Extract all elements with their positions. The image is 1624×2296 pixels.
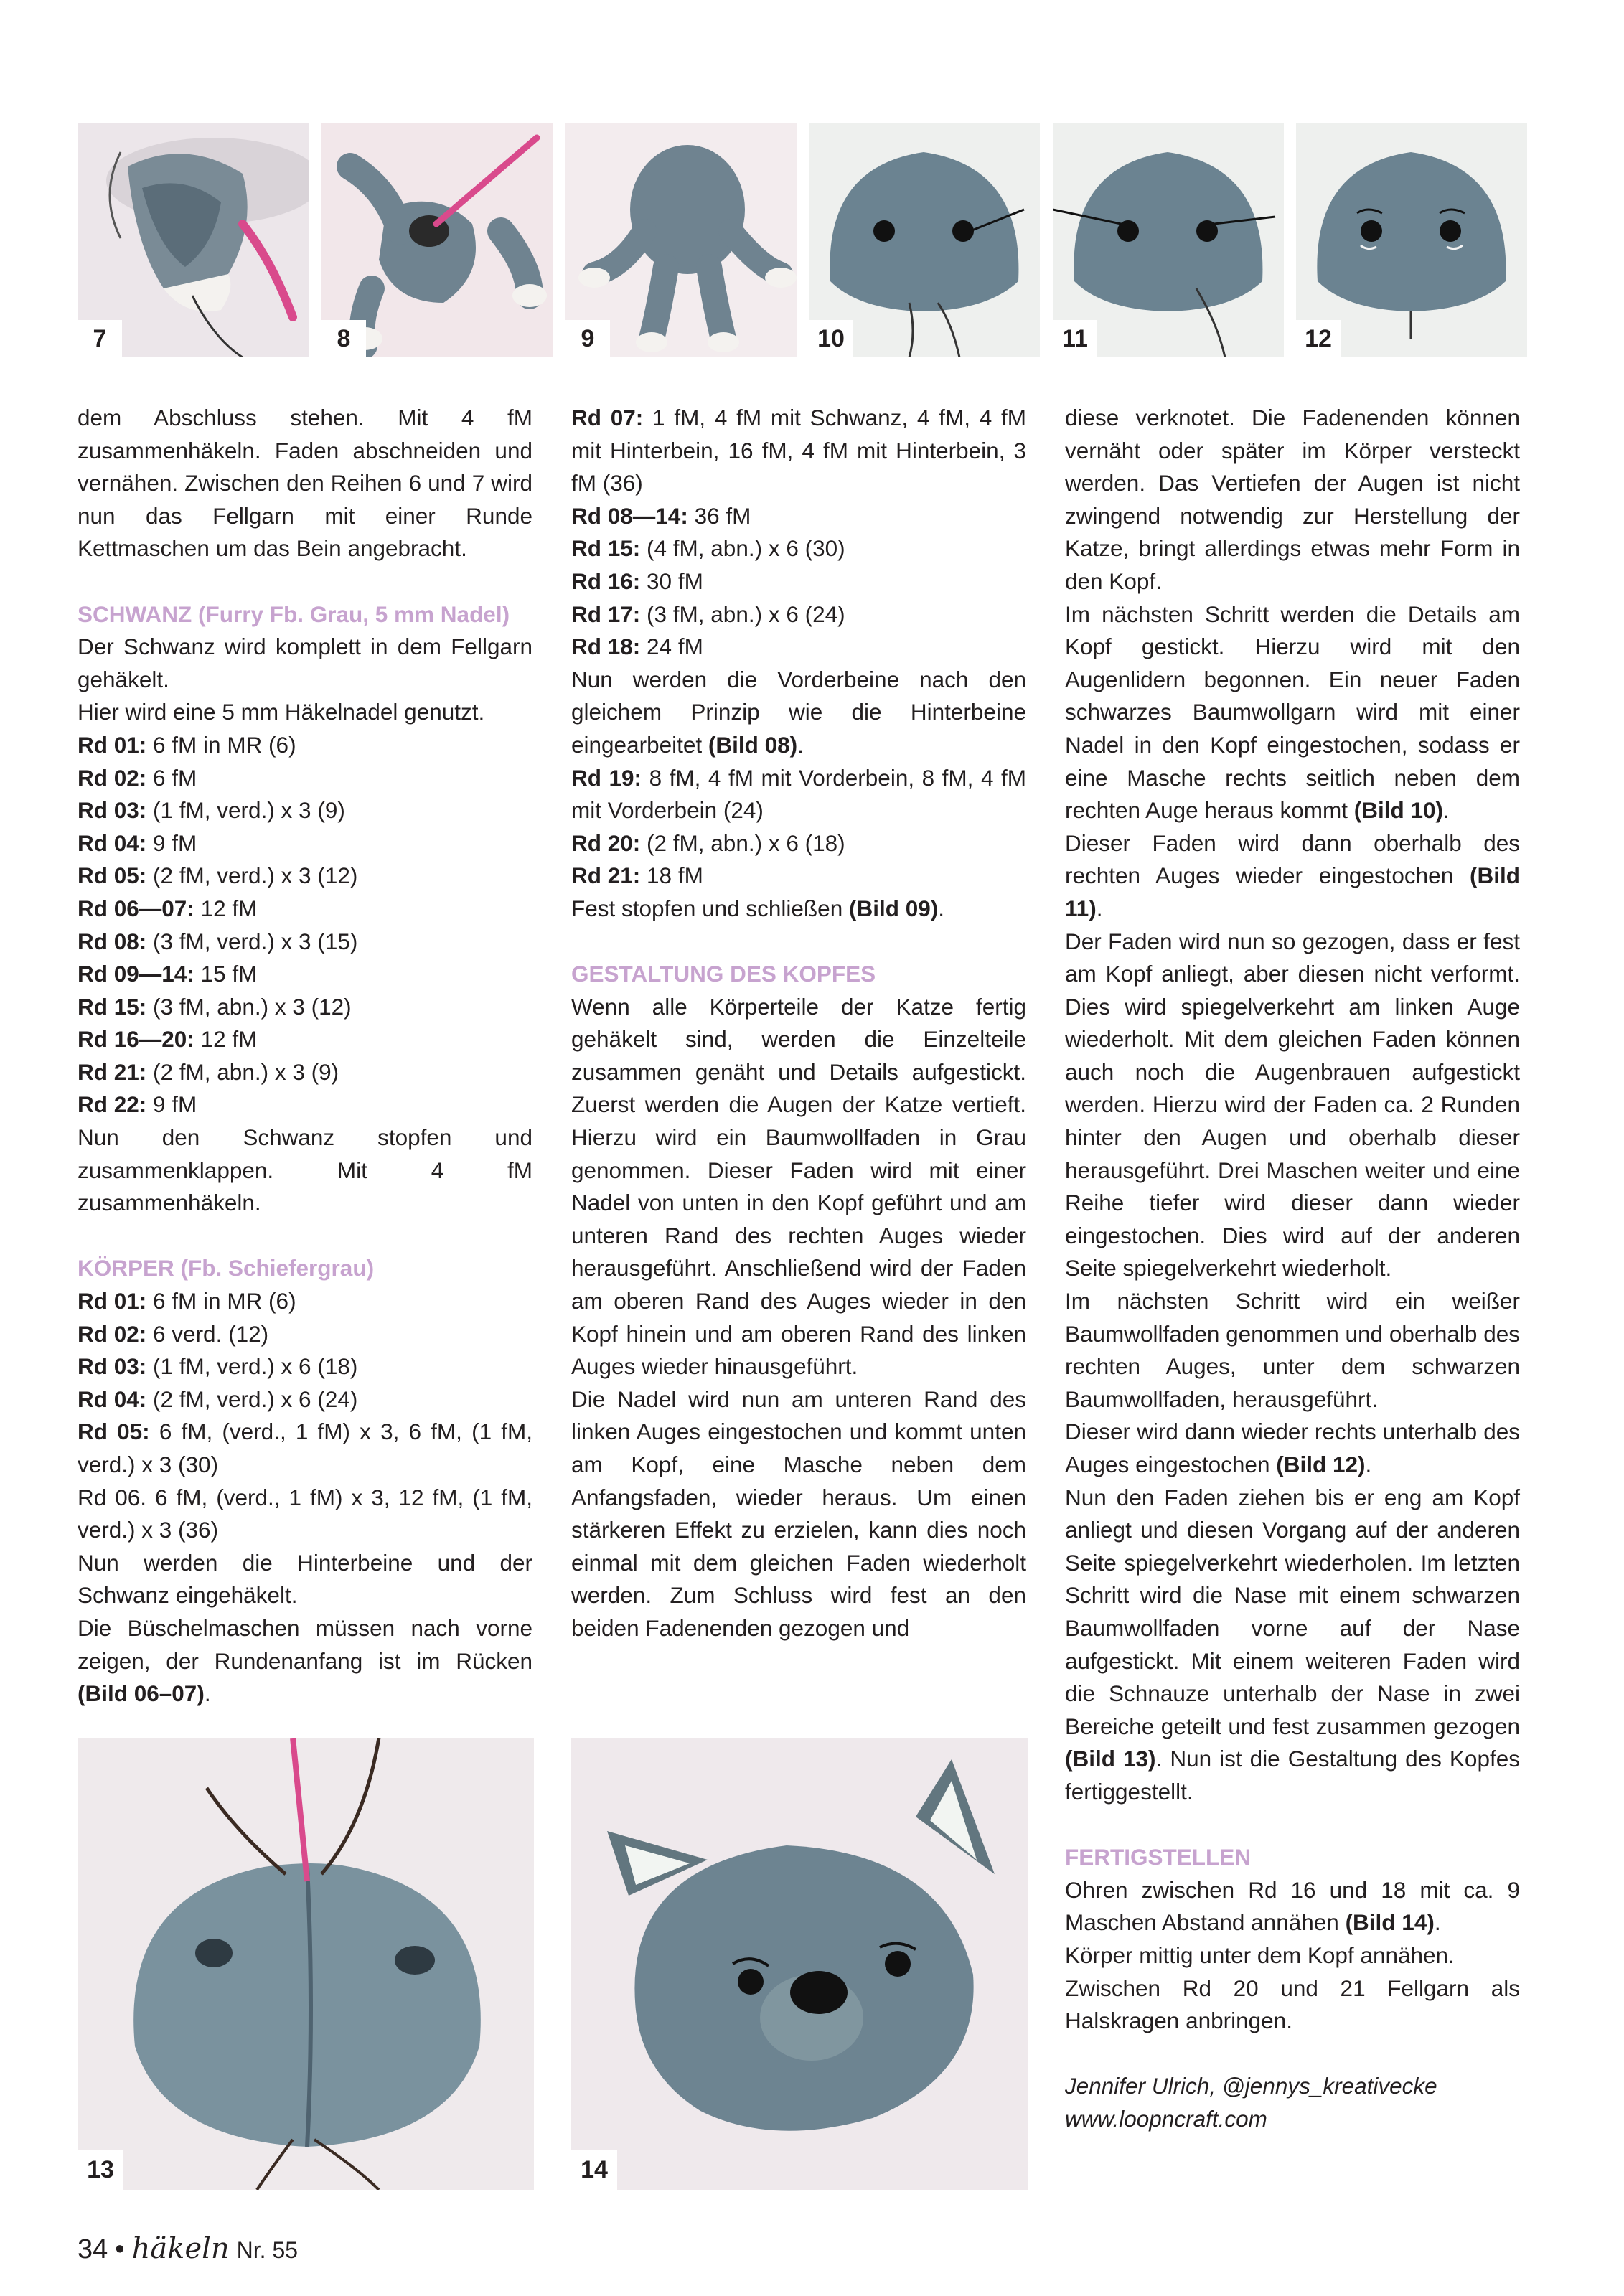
round-label: Rd 04: [78, 1385, 147, 1412]
paragraph [1065, 598, 1520, 827]
photo-step-13 [78, 1738, 534, 2190]
round-label: Rd 02: [78, 764, 147, 791]
round-instruction [571, 500, 1026, 533]
round-label: Rd 02: [78, 1320, 147, 1347]
round-text: 12 fM [194, 1026, 258, 1053]
paragraph-text-end: . [1442, 797, 1450, 824]
figure-reference: (Bild 13) [1065, 1746, 1156, 1772]
photo-number: 13 [78, 2150, 123, 2190]
round-instruction [78, 827, 532, 860]
round-label: Rd 06—07: [78, 895, 194, 921]
round-text: (2 fM, verd.) x 3 (12) [146, 862, 358, 889]
round-text: (3 fM, abn.) x 3 (12) [146, 993, 352, 1020]
section-heading: GESTALTUNG DES KOPFES [571, 961, 876, 987]
photo-number: 12 [1296, 320, 1341, 357]
round-label: Rd 01: [78, 731, 147, 758]
round-instruction [78, 1088, 532, 1121]
round-label: Rd 18: [571, 634, 641, 660]
figure-reference: (Bild 11) [1065, 862, 1520, 921]
figure-reference: (Bild 14) [1345, 1909, 1435, 1936]
round-text: (3 fM, verd.) x 3 (15) [146, 928, 358, 954]
round-label: Rd 03: [78, 797, 147, 824]
round-text: 6 fM in MR (6) [146, 731, 296, 758]
photo-step-9 [565, 123, 797, 357]
round-label: Rd 16—20: [78, 1026, 194, 1053]
paragraph-text: Dieser Faden wird dann oberhalb des rechten Auges wieder eingestochen [1065, 829, 1520, 889]
paragraph: Der Faden wird nun so gezogen, dass er fest am Kopf anliegt, aber diesen nicht verformt. Dies wird spiegelverkehrt am linken Auge wiederholt. Mit dem gleichen Faden können auch noch die Augenbrauen aufgestickt werden. Hierzu wird der Faden ca. 2 Runden hinter den Augen und oberhalb dieser herausgeführt. Drei Maschen weiter und eine Reihe tiefer wird dieser dann wieder eingestochen. Dies wird auf der anderen Seite spiegelverkehrt wiederholt. [1065, 928, 1520, 1281]
paragraph: dem Abschluss stehen. Mit 4 fM zusammenhäkeln. Faden abschneiden und vernähen. Zwischen den Reihen 6 und 7 wird nun das Fellgarn mit einer Runde Kettmaschen um das Bein angebracht. [78, 405, 532, 562]
photo-number: 7 [78, 320, 122, 357]
page-number: 34 [78, 2234, 108, 2264]
round-label: Rd 03: [78, 1353, 147, 1380]
figure-reference: (Bild 08) [708, 731, 798, 758]
round-label: Rd 21: [571, 862, 641, 889]
round-text: (4 fM, abn.) x 6 (30) [640, 535, 845, 562]
author-credit: Jennifer Ulrich, @jennys_kreativecke [1065, 2073, 1437, 2099]
figure-reference: (Bild 10) [1353, 797, 1443, 824]
round-label: Rd 16: [571, 568, 641, 594]
round-label: Rd 08: [78, 928, 147, 954]
round-instruction [571, 827, 1026, 860]
crochet-finished-head-image [571, 1738, 1028, 2190]
paragraph-text-end: . [1365, 1452, 1372, 1477]
crochet-head-open-image [78, 1738, 534, 2190]
page-footer [78, 2231, 298, 2267]
round-text: 9 fM [146, 829, 197, 856]
round-text: 30 fM [640, 568, 703, 594]
paragraph: Nun werden die Hinterbeine und der Schwanz eingehäkelt. [78, 1549, 532, 1609]
paragraph-text: Dieser wird dann wieder rechts unterhalb des Auges eingestochen [1065, 1418, 1520, 1477]
round-instruction [78, 762, 532, 795]
round-text: 6 fM in MR (6) [146, 1288, 296, 1314]
paragraph-text-end: . Nun ist die Gestaltung des Kopfes fertiggestellt. [1065, 1746, 1520, 1805]
round-label: Rd 15: [78, 993, 147, 1020]
round-label: Rd 21: [78, 1058, 147, 1085]
round-instruction [78, 926, 532, 959]
text-column-1 [78, 402, 532, 1711]
paragraph-text-end: . [938, 895, 944, 921]
photo-step-11 [1053, 123, 1284, 357]
figure-reference: (Bild 06–07) [78, 1680, 205, 1707]
text-column-3 [1065, 402, 1520, 2135]
paragraph-text-end: . [1434, 1909, 1441, 1936]
round-text: 6 fM [146, 764, 197, 791]
paragraph [1065, 1874, 1520, 1939]
round-instruction [571, 762, 1026, 827]
text-column-2 [571, 402, 1026, 1645]
paragraph-text-end: . [204, 1680, 211, 1707]
paragraph [571, 893, 1026, 926]
paragraph: Zwischen Rd 20 und 21 Fellgarn als Halskragen anbringen. [1065, 1975, 1520, 2034]
photo-number: 11 [1053, 320, 1097, 357]
paragraph: Wenn alle Körperteile der Katze fertig gehäkelt sind, werden die Einzelteile zusammen genäht und Details aufgestickt. Zuerst werden die Augen der Katze vertieft. Hierzu wird ein Baumwollfaden in Grau genommen. Dieser Faden wird mit einer Nadel von unten in den Kopf geführt und am unteren Rand des rechten Auges wieder herausgeführt. Anschließend wird der Faden am oberen Rand des Auges wieder in den Kopf hinein und am oberen Rand des linken Auges wieder hinausgeführt. [571, 993, 1026, 1380]
photo-step-7 [78, 123, 309, 357]
round-text: 18 fM [640, 862, 703, 889]
round-instruction [571, 631, 1026, 664]
round-instruction [78, 1056, 532, 1089]
photo-step-12 [1296, 123, 1527, 357]
round-instruction [78, 729, 532, 762]
photo-strip [78, 123, 1527, 357]
paragraph: Nun den Schwanz stopfen und zusammenklappen. Mit 4 fM zusammenhäkeln. [78, 1124, 532, 1216]
round-label: Rd 15: [571, 535, 641, 562]
website-credit: www.loopncraft.com [1065, 2105, 1267, 2132]
paragraph [78, 1612, 532, 1711]
section-heading: KÖRPER (Fb. Schiefergrau) [78, 1255, 375, 1281]
round-text: 9 fM [146, 1091, 197, 1118]
photo-number: 9 [565, 320, 610, 357]
round-text: (1 fM, verd.) x 6 (18) [146, 1353, 358, 1380]
paragraph [1065, 827, 1520, 926]
paragraph-text: Die Büschelmaschen müssen nach vorne zeigen, der Rundenanfang ist im Rücken [78, 1614, 532, 1674]
round-label: Rd 09—14: [78, 961, 194, 987]
photo-step-8 [321, 123, 553, 357]
round-instruction [571, 860, 1026, 893]
round-instruction [78, 1023, 532, 1056]
round-label: Rd 19: [571, 764, 642, 791]
round-instruction [571, 532, 1026, 565]
paragraph-text-end: . [1096, 895, 1103, 921]
round-text: (2 fM, abn.) x 6 (18) [640, 829, 845, 856]
round-instruction [78, 1285, 532, 1318]
photo-number: 10 [809, 320, 853, 357]
round-text: 6 verd. (12) [146, 1320, 269, 1347]
round-instruction [571, 402, 1026, 500]
round-text: (2 fM, verd.) x 6 (24) [146, 1385, 358, 1412]
paragraph: Rd 06. 6 fM, (verd., 1 fM) x 3, 12 fM, (1 fM, verd.) x 3 (36) [78, 1484, 532, 1543]
round-label: Rd 20: [571, 829, 641, 856]
round-instruction [78, 991, 532, 1024]
round-text: (3 fM, abn.) x 6 (24) [640, 601, 845, 627]
issue-number: Nr. 55 [236, 2237, 299, 2263]
paragraph-text: Nun werden die Vorderbeine nach den gleichem Prinzip wie die Hinterbeine eingearbeitet [571, 666, 1026, 758]
paragraph [1065, 1482, 1520, 1809]
round-label: Rd 17: [571, 601, 641, 627]
paragraph: Hier wird eine 5 mm Häkelnadel genutzt. [78, 699, 485, 725]
round-label: Rd 07: [571, 405, 644, 430]
round-label: Rd 04: [78, 829, 147, 856]
paragraph [571, 664, 1026, 762]
section-heading: SCHWANZ (Furry Fb. Grau, 5 mm Nadel) [78, 601, 510, 627]
round-instruction [78, 1350, 532, 1383]
round-text: 15 fM [194, 961, 258, 987]
photo-number: 14 [571, 2150, 617, 2190]
paragraph-text: Im nächsten Schritt werden die Details am Kopf gestickt. Hierzu wird mit den Augenlidern begonnen. Ein neuer Faden schwarzes Baumwollgarn wird mit einer Nadel in den Kopf eingestochen, sodass er eine Masche rechts seitlich neben dem rechten Auge heraus kommt [1065, 601, 1520, 824]
photo-step-10 [809, 123, 1040, 357]
bullet-separator: • [115, 2234, 125, 2264]
paragraph [1065, 1416, 1520, 1481]
round-text: 8 fM, 4 fM mit Vorderbein, 8 fM, 4 fM mit Vorderbein (24) [571, 764, 1026, 824]
round-text: 24 fM [640, 634, 703, 660]
round-instruction [571, 598, 1026, 631]
photo-step-14 [571, 1738, 1028, 2190]
round-instruction [78, 893, 532, 926]
round-label: Rd 05: [78, 1418, 150, 1445]
section-heading: FERTIGSTELLEN [1065, 1844, 1251, 1871]
paragraph-text-end: . [797, 731, 804, 758]
round-instruction [78, 1318, 532, 1351]
photo-number: 8 [321, 320, 366, 357]
paragraph: diese verknotet. Die Fadenenden können vernäht oder später im Körper versteckt werden. Das Vertiefen der Augen ist nicht zwingend notwendig zur Herstellung der Katze, bringt allerdings etwas mehr Form in den Kopf. [1065, 405, 1520, 594]
paragraph-text: Nun den Faden ziehen bis er eng am Kopf anliegt und diesen Vorgang auf der anderen Seite spiegelverkehrt wiederholen. Im letzten Schritt wird die Nase mit einem schwarzen Baumwollfaden vorne auf der Nase aufgestickt. Mit einem weiteren Faden wird die Schnauze unterhalb der Nase in zwei Bereiche geteilt und fest zusammen gezogen [1065, 1484, 1520, 1739]
round-label: Rd 22: [78, 1091, 147, 1118]
magazine-brand: häkeln [131, 2232, 230, 2265]
round-text: 12 fM [194, 895, 258, 921]
paragraph-text: Ohren zwischen Rd 16 und 18 mit ca. 9 Maschen Abstand annähen [1065, 1876, 1520, 1936]
paragraph: Im nächsten Schritt wird ein weißer Baumwollfaden genommen und oberhalb des rechten Auges, unter dem schwarzen Baumwollfaden, herausgeführt. [1065, 1288, 1520, 1412]
round-instruction [78, 860, 532, 893]
round-text: 6 fM, (verd., 1 fM) x 3, 6 fM, (1 fM, verd.) x 3 (30) [78, 1418, 532, 1477]
round-label: Rd 01: [78, 1288, 147, 1314]
round-instruction [78, 958, 532, 991]
round-label: Rd 08—14: [571, 502, 688, 529]
round-text: (1 fM, verd.) x 3 (9) [146, 797, 345, 824]
figure-reference: (Bild 09) [848, 895, 939, 921]
paragraph-text: Fest stopfen und schließen [571, 895, 849, 921]
round-instruction [78, 794, 532, 827]
paragraph: Der Schwanz wird komplett in dem Fellgarn gehäkelt. [78, 634, 532, 692]
paragraph: Körper mittig unter dem Kopf annähen. [1065, 1942, 1455, 1968]
round-text: (2 fM, abn.) x 3 (9) [146, 1058, 339, 1085]
round-label: Rd 05: [78, 862, 147, 889]
paragraph: Die Nadel wird nun am unteren Rand des linken Auges eingestochen und kommt unten am Kopf, eine Masche neben dem Anfangsfaden, wieder heraus. Um einen stärkeren Effekt zu erzielen, kann dies noch einmal mit dem gleichen Faden wiederholt werden. Zum Schluss wird fest an den beiden Fadenenden gezogen und [571, 1385, 1026, 1641]
round-instruction [78, 1416, 532, 1481]
round-instruction [571, 565, 1026, 598]
figure-reference: (Bild 12) [1276, 1452, 1366, 1477]
round-text: 1 fM, 4 fM mit Schwanz, 4 fM, 4 fM mit Hinterbein, 16 fM, 4 fM mit Hinterbein, 3 fM (36) [571, 405, 1026, 497]
round-text: 36 fM [687, 502, 751, 529]
round-instruction [78, 1383, 532, 1416]
